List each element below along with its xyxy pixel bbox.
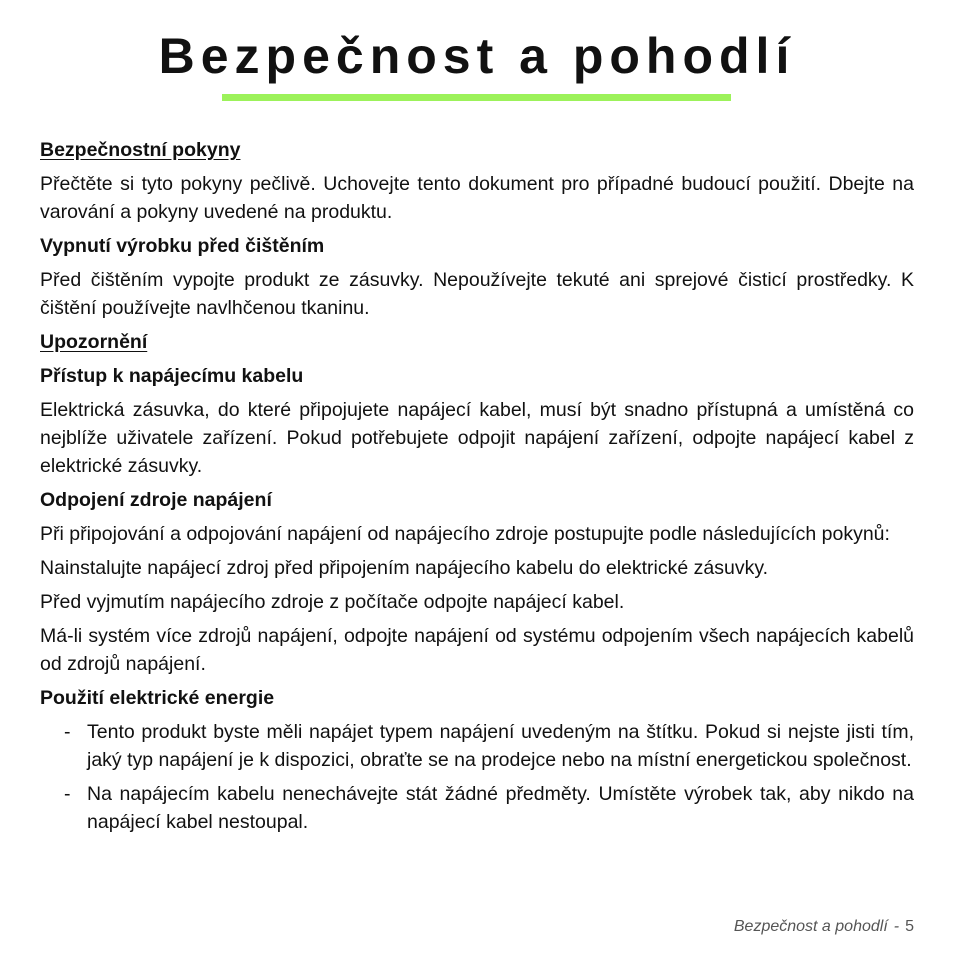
paragraph-power-cord-access: Elektrická zásuvka, do které připojujete napájecí kabel, musí být snadno přístupná a umístěná co nejblíže uživatele zařízení. Pokud potřebujete odpojit napájení zařízení, odpojte napájecí kabel z elektrické zásuvky. bbox=[40, 399, 914, 477]
section-heading-disconnecting-power: Odpojení zdroje napájení bbox=[40, 489, 272, 511]
list-item bbox=[40, 718, 914, 774]
paragraph-safety-instructions: Přečtěte si tyto pokyny pečlivě. Uchovejte tento dokument pro případné budoucí použití. Dbejte na varování a pokyny uvedené na produktu. bbox=[40, 173, 914, 223]
footer-separator: - bbox=[893, 918, 900, 935]
paragraph-disconnecting-power-step2: Před vyjmutím napájecího zdroje z počítače odpojte napájecí kabel. bbox=[40, 591, 625, 613]
section-heading-safety-instructions: Bezpečnostní pokyny bbox=[40, 139, 241, 161]
list-item-text: Tento produkt byste měli napájet typem napájení uvedeným na štítku. Pokud si nejste jisti tím, jaký typ napájení je k dispozici, obraťte se na prodejce nebo na místní energetickou společnost. bbox=[87, 721, 914, 771]
document-body bbox=[40, 136, 914, 842]
bullet-dash: - bbox=[64, 783, 71, 805]
section-heading-warnings: Upozornění bbox=[40, 331, 148, 353]
paragraph-disconnecting-power-step3: Má-li systém více zdrojů napájení, odpojte napájení od systému odpojením všech napájecích kabelů od zdrojů napájení. bbox=[40, 625, 914, 675]
page-footer bbox=[734, 917, 914, 937]
list-item bbox=[40, 780, 914, 836]
section-heading-using-electrical-power: Použití elektrické energie bbox=[40, 687, 275, 709]
page-title: Bezpečnost a pohodlí bbox=[158, 28, 796, 84]
bullet-dash: - bbox=[64, 721, 71, 743]
paragraph-disconnecting-power-intro: Při připojování a odpojování napájení od napájecího zdroje postupujte podle následujících pokynů: bbox=[40, 523, 890, 545]
paragraph-power-off-before-cleaning: Před čištěním vypojte produkt ze zásuvky. Nepoužívejte tekuté ani sprejové čisticí prostředky. K čištění používejte navlhčenou tkaninu. bbox=[40, 269, 914, 319]
title-underline-bar bbox=[222, 94, 731, 101]
section-heading-power-cord-access: Přístup k napájecímu kabelu bbox=[40, 365, 304, 387]
paragraph-disconnecting-power-step1: Nainstalujte napájecí zdroj před připojením napájecího kabelu do elektrické zásuvky. bbox=[40, 557, 769, 579]
page-number: 5 bbox=[905, 918, 914, 935]
section-heading-power-off-before-cleaning: Vypnutí výrobku před čištěním bbox=[40, 235, 325, 257]
list-item-text: Na napájecím kabelu nenechávejte stát žádné předměty. Umístěte výrobek tak, aby nikdo na napájecí kabel nestoupal. bbox=[87, 783, 914, 833]
footer-label: Bezpečnost a pohodlí bbox=[733, 918, 888, 935]
